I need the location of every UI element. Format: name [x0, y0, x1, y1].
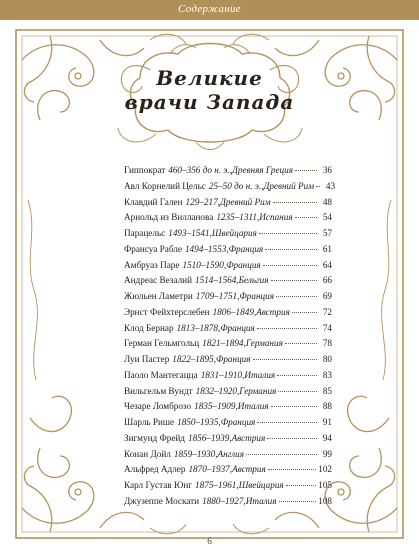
toc-entry-separator: ,: [242, 369, 245, 380]
toc-entry-region: Швейцария: [238, 480, 284, 490]
toc-entry-name: Паоло Мантегацца: [124, 369, 198, 380]
toc-entry-separator: ,: [236, 385, 240, 396]
toc-entry-page: 80: [322, 354, 332, 364]
toc-entry-region: Франция: [228, 243, 264, 254]
toc-entry-years: 1821–1894: [202, 338, 244, 349]
table-of-contents: [124, 163, 336, 510]
toc-entry-name: Арнольд из Вилланова: [124, 212, 214, 223]
toc-entry-years: 1831–1910: [200, 369, 243, 380]
toc-entry-name: Альфред Адлер: [124, 464, 186, 475]
toc-entry-page: 64: [322, 259, 332, 270]
toc-entry-page: 54: [322, 212, 332, 223]
toc-entry-page: 69: [322, 291, 332, 301]
toc-entry-name: Карл Густав Юнг: [124, 480, 193, 490]
toc-entry-leader: [259, 233, 317, 234]
toc-entry-page: 102: [318, 464, 332, 475]
toc-entry-region: Древняя Греция: [232, 165, 294, 175]
toc-entry-name: Жюльен Ламетри: [124, 291, 193, 301]
toc-entry-page: 99: [322, 448, 332, 459]
toc-entry-region: Франция: [239, 291, 275, 301]
toc-entry-years: 1850–1935: [177, 417, 219, 427]
toc-entry-page: 85: [322, 385, 332, 396]
toc-entry-page: 83: [322, 369, 332, 380]
toc-entry-region: Австрия: [256, 306, 290, 317]
toc-entry-leader: [286, 485, 317, 486]
toc-entry-leader: [273, 202, 317, 203]
toc-entry[interactable]: [124, 321, 332, 337]
toc-entry-region: Франция: [220, 322, 255, 333]
toc-entry-name: Клавдий Гален: [124, 196, 183, 207]
toc-entry-name: Шарль Рише: [124, 417, 175, 427]
toc-entry-page: 36: [322, 165, 332, 175]
book-title-line-2: врачи Запада: [124, 90, 295, 114]
toc-entry-years: 1510–1590: [182, 259, 224, 270]
toc-entry[interactable]: [124, 305, 332, 321]
toc-entry-page: 94: [322, 432, 332, 443]
toc-entry[interactable]: [124, 462, 332, 478]
toc-entry-page: 61: [322, 243, 332, 254]
toc-entry-region: Германия: [239, 385, 277, 396]
toc-entry[interactable]: [124, 242, 332, 258]
toc-entry-leader: [285, 343, 317, 344]
toc-entry-region: Древний Рим: [263, 180, 315, 191]
toc-entry-page: 108: [318, 495, 332, 506]
toc-entry-years: 1875–1961: [195, 480, 237, 490]
toc-entry-separator: ,: [213, 354, 216, 364]
toc-entry-leader: [279, 501, 317, 502]
toc-entry-separator: ,: [223, 259, 227, 270]
toc-entry-page: 66: [322, 275, 332, 286]
toc-entry-region: Бельгия: [238, 275, 269, 286]
toc-entry-years: 1494–1553: [184, 243, 227, 254]
toc-entry[interactable]: [124, 415, 332, 431]
toc-entry-separator: ,: [217, 322, 221, 333]
toc-entry[interactable]: [124, 258, 332, 274]
toc-entry-name: Эрнст Фейхтерслебен: [124, 306, 210, 317]
toc-entry-name: Зигмунд Фрейд: [124, 432, 185, 443]
toc-entry-separator: ,: [229, 165, 233, 175]
toc-entry[interactable]: [124, 336, 332, 352]
toc-entry[interactable]: [124, 494, 332, 510]
toc-entry-years: 1859–1930: [173, 448, 216, 459]
toc-entry-leader: [271, 280, 317, 281]
toc-entry-years: 1822–1895: [172, 354, 214, 364]
toc-entry-separator: ,: [237, 291, 240, 301]
toc-entry-years: 1835–1909: [194, 401, 236, 412]
toc-entry-leader: [295, 170, 317, 171]
toc-entry-separator: ,: [256, 212, 260, 223]
toc-entry[interactable]: [124, 163, 332, 179]
bottom-edge-flourish: [150, 524, 269, 534]
toc-entry-separator: ,: [229, 464, 233, 475]
toc-entry-separator: ,: [215, 448, 218, 459]
toc-entry-leader: [316, 186, 320, 187]
toc-entry-years: 1880–1927: [202, 495, 244, 506]
toc-entry-region: Англия: [217, 448, 244, 459]
side-ornament-left: [28, 200, 37, 380]
toc-entry-separator: ,: [235, 401, 238, 412]
toc-entry-separator: ,: [218, 417, 221, 427]
toc-entry-leader: [276, 296, 317, 297]
toc-entry-years: 460–356 до н. э.: [168, 165, 230, 175]
toc-entry-leader: [278, 391, 317, 392]
toc-entry[interactable]: [124, 289, 332, 305]
toc-entry-page: 48: [322, 196, 332, 207]
toc-entry-name: Луи Пастер: [124, 354, 170, 364]
toc-entry-name: Конан Дойл: [124, 448, 171, 459]
toc-entry-region: Франция: [220, 417, 256, 427]
toc-entry-region: Австрия: [231, 432, 266, 443]
toc-entry-name: Гиппократ: [124, 165, 166, 175]
toc-entry-leader: [265, 249, 317, 250]
toc-entry-separator: ,: [243, 338, 246, 349]
toc-entry[interactable]: [124, 210, 332, 226]
toc-entry-leader: [295, 217, 317, 218]
toc-entry-leader: [246, 454, 317, 455]
toc-entry-years: 25–50 до н. э.: [208, 180, 262, 191]
toc-entry-years: 1870–1937: [188, 464, 230, 475]
toc-entry-name: Вильгельм Вундт: [124, 385, 193, 396]
toc-entry-years: 1856–1939: [187, 432, 230, 443]
toc-entry-separator: ,: [209, 228, 212, 238]
toc-entry-separator: ,: [236, 480, 239, 490]
toc-entry-leader: [257, 328, 317, 329]
toc-entry-leader: [268, 469, 316, 470]
toc-entry-years: 1514–1564: [195, 275, 237, 286]
toc-entry[interactable]: [124, 478, 332, 494]
toc-entry[interactable]: [124, 431, 332, 447]
toc-entry-name: Парацельс: [124, 228, 166, 238]
toc-entry-leader: [263, 265, 317, 266]
toc-entry[interactable]: [124, 399, 332, 415]
toc-entry-page: 88: [322, 401, 332, 412]
toc-entry-leader: [277, 375, 317, 376]
toc-entry-years: 1806–1849: [212, 306, 254, 317]
toc-entry-name: Авл Корнелий Цельс: [124, 180, 206, 191]
section-label: Содержание: [177, 3, 241, 15]
toc-entry-separator: ,: [236, 275, 239, 286]
toc-entry-name: Амбруаз Паре: [124, 259, 180, 270]
toc-entry[interactable]: [124, 273, 332, 289]
toc-entry-region: Испания: [259, 212, 293, 223]
toc-entry-leader: [267, 438, 317, 439]
toc-entry-region: Франция: [226, 259, 261, 270]
toc-entry-years: 129–217: [185, 196, 218, 207]
top-edge-flourish: [150, 34, 269, 44]
toc-entry-years: 1235–1311: [216, 212, 257, 223]
toc-entry-page: 78: [322, 338, 332, 349]
side-ornament-right: [382, 200, 391, 380]
toc-entry-years: 1813–1878: [176, 322, 218, 333]
toc-entry-page: 72: [322, 306, 332, 317]
toc-entry-name: Герман Гельмгольц: [124, 338, 200, 349]
toc-entry-region: Австрия: [232, 464, 266, 475]
toc-entry[interactable]: [124, 179, 336, 195]
toc-entry-leader: [257, 422, 317, 423]
toc-entry-page: 43: [325, 180, 336, 191]
toc-entry-name: Чезаре Ломброзо: [124, 401, 192, 412]
toc-entry-name: Джузеппе Москати: [124, 495, 200, 506]
toc-entry-separator: ,: [253, 306, 257, 317]
toc-entry-region: Швейцария: [211, 228, 257, 238]
toc-entry-name: Клод Бернар: [124, 322, 174, 333]
toc-entry[interactable]: [124, 368, 332, 384]
toc-entry-separator: ,: [243, 495, 246, 506]
toc-entry[interactable]: [124, 384, 332, 400]
toc-entry-region: Италия: [245, 495, 277, 506]
toc-entry-separator: ,: [229, 432, 232, 443]
toc-entry-region: Древний Рим: [219, 196, 271, 207]
toc-entry-region: Франция: [215, 354, 251, 364]
toc-entry-separator: ,: [261, 180, 264, 191]
toc-entry-region: Италия: [237, 401, 269, 412]
toc-entry-leader: [253, 359, 317, 360]
toc-entry-years: 1493–1541: [168, 228, 210, 238]
toc-entry-page: 105: [318, 480, 332, 490]
toc-entry-separator: ,: [226, 243, 229, 254]
book-title-line-1: Великие: [156, 66, 263, 90]
toc-entry-region: Германия: [245, 338, 283, 349]
toc-entry-separator: ,: [217, 196, 220, 207]
toc-entry[interactable]: [124, 447, 332, 463]
toc-entry-page: 91: [322, 417, 332, 427]
toc-entry-years: 1832–1920: [195, 385, 237, 396]
toc-entry[interactable]: [124, 195, 332, 211]
toc-entry-page: 57: [322, 228, 332, 238]
toc-entry-name: Андреас Везалий: [124, 275, 192, 286]
toc-entry-region: Италия: [244, 369, 276, 380]
toc-entry-leader: [271, 406, 317, 407]
toc-entry-page: 74: [322, 322, 332, 333]
toc-entry-leader: [292, 312, 317, 313]
toc-entry[interactable]: [124, 226, 332, 242]
toc-entry-years: 1709–1751: [195, 291, 238, 301]
toc-entry[interactable]: [124, 352, 332, 368]
toc-entry-name: Франсуа Рабле: [124, 243, 182, 254]
page-number: 6: [207, 536, 212, 546]
